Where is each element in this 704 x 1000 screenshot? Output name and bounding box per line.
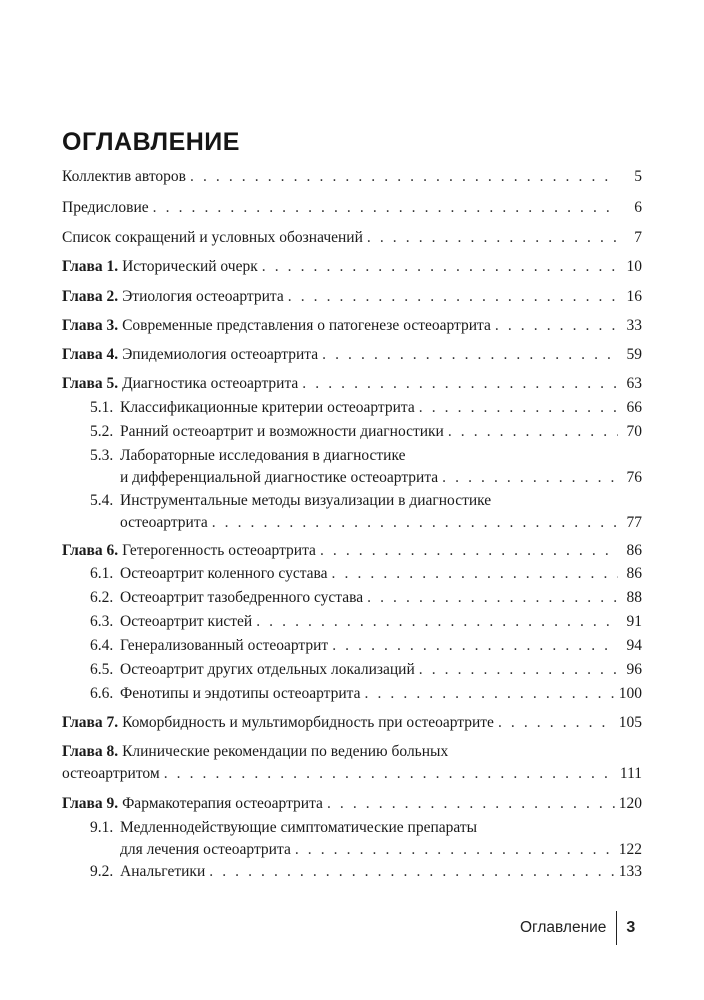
- toc-entry-label: Коллектив авторов: [62, 168, 186, 185]
- chapter-number: Глава 1.: [62, 258, 119, 275]
- toc-entry-label: для лечения остеоартрита: [120, 841, 291, 858]
- chapter-number: Глава 5.: [62, 375, 119, 392]
- leader-dots: [288, 286, 618, 308]
- leader-dots: [209, 861, 615, 883]
- toc-entry: [62, 227, 642, 249]
- toc-entry: [90, 659, 642, 681]
- leader-dots: [442, 467, 618, 489]
- toc-page-number: 7: [634, 229, 642, 246]
- section-number: 6.4.: [90, 637, 114, 654]
- toc-entry: [62, 197, 642, 219]
- section-number: 5.2.: [90, 423, 114, 440]
- toc-entry-label: Эпидемиология остеоартрита: [122, 346, 319, 363]
- toc-entry-label: Остеоартрит кистей: [120, 613, 253, 630]
- toc-page-number: 5: [634, 168, 642, 185]
- leader-dots: [153, 197, 618, 219]
- toc-entry-label: Остеоартрит других отдельных локализаций: [120, 661, 415, 678]
- toc-entry-label: Этиология остеоартрита: [122, 288, 284, 305]
- toc-page-number: 122: [618, 841, 642, 858]
- footer-divider: [616, 911, 617, 945]
- section-number: 6.1.: [90, 565, 114, 582]
- toc-page-number: 10: [626, 258, 642, 275]
- leader-dots: [164, 763, 616, 785]
- toc-page-number: 16: [626, 288, 642, 305]
- section-number: 6.6.: [90, 685, 114, 702]
- toc-entry-label: Фенотипы и эндотипы остеоартрита: [120, 685, 361, 702]
- toc-page-number: 88: [626, 589, 642, 606]
- footer-section-label: Оглавление: [520, 919, 607, 936]
- leader-dots: [256, 611, 618, 633]
- leader-dots: [295, 839, 615, 861]
- leader-dots: [419, 397, 618, 419]
- toc-entry: [90, 490, 642, 534]
- running-footer: [520, 911, 635, 945]
- toc-entry: [90, 861, 642, 883]
- chapter-number: Глава 2.: [62, 288, 119, 305]
- toc-page-number: 111: [619, 765, 642, 782]
- toc-page-number: 70: [626, 423, 642, 440]
- toc-entry: [90, 445, 642, 489]
- leader-dots: [495, 315, 618, 337]
- leader-dots: [419, 659, 618, 681]
- section-number: 5.3.: [90, 447, 114, 464]
- toc-entry-label-line1: Клинические рекомендации по ведению больных: [122, 743, 449, 760]
- toc-entry: [62, 793, 642, 815]
- leader-dots: [327, 793, 615, 815]
- toc-entry-label: Исторический очерк: [122, 258, 258, 275]
- leader-dots: [320, 540, 618, 562]
- toc-page-number: 94: [626, 637, 642, 654]
- toc-entry-label-line1: Инструментальные методы визуализации в диагностике: [120, 492, 492, 509]
- toc-entry-label: Ранний остеоартрит и возможности диагностики: [120, 423, 444, 440]
- toc-page-number: 33: [626, 317, 642, 334]
- toc-page-number: 77: [626, 514, 642, 531]
- toc-entry-label: Современные представления о патогенезе остеоартрита: [122, 317, 491, 334]
- chapter-number: Глава 4.: [62, 346, 119, 363]
- toc-entry-label: Генерализованный остеоартрит: [120, 637, 329, 654]
- toc-entry-label: Диагностика остеоартрита: [122, 375, 299, 392]
- toc-page-number: 100: [618, 685, 642, 702]
- section-number: 9.2.: [90, 863, 114, 880]
- toc-entry: [62, 540, 642, 562]
- chapter-number: Глава 6.: [62, 542, 119, 559]
- toc-page-number: 120: [618, 795, 642, 812]
- toc-entry: [62, 166, 642, 188]
- toc-page-number: 105: [618, 714, 642, 731]
- section-number: 5.4.: [90, 492, 114, 509]
- section-number: 6.2.: [90, 589, 114, 606]
- footer-page-number: 3: [626, 919, 636, 936]
- toc-entry: [90, 611, 642, 633]
- toc-page-number: 6: [634, 199, 642, 216]
- toc-page-number: 133: [618, 863, 642, 880]
- leader-dots: [262, 256, 618, 278]
- toc-page-number: 76: [626, 469, 642, 486]
- toc-entry-label: Предисловие: [62, 199, 149, 216]
- toc-entry-label: и дифференциальной диагностике остеоартрита: [120, 469, 439, 486]
- toc-page-number: 96: [626, 661, 642, 678]
- section-number: 5.1.: [90, 399, 114, 416]
- toc-entry: [62, 344, 642, 366]
- toc-entry-label: Классификационные критерии остеоартрита: [120, 399, 415, 416]
- toc-entry-label: Гетерогенность остеоартрита: [122, 542, 316, 559]
- toc-entry-label: Остеоартрит коленного сустава: [120, 565, 328, 582]
- toc-entry-label: Остеоартрит тазобедренного сустава: [120, 589, 364, 606]
- toc-page-number: 86: [626, 565, 642, 582]
- leader-dots: [332, 563, 618, 585]
- toc-entry: [90, 683, 642, 705]
- page-title: ОГЛАВЛЕНИЕ: [62, 128, 240, 156]
- toc-entry: [90, 635, 642, 657]
- toc-page-number: 63: [626, 375, 642, 392]
- toc-entry-label: остеоартрита: [120, 514, 208, 531]
- toc-entry-label: остеоартритом: [62, 765, 160, 782]
- chapter-number: Глава 3.: [62, 317, 119, 334]
- toc-entry-label: Фармакотерапия остеоартрита: [122, 795, 323, 812]
- toc-entry: [90, 817, 642, 861]
- toc-entry: [62, 256, 642, 278]
- chapter-number: Глава 7.: [62, 714, 119, 731]
- toc-entry-label-line1: Лабораторные исследования в диагностике: [120, 447, 406, 464]
- leader-dots: [448, 421, 618, 443]
- leader-dots: [365, 683, 615, 705]
- toc-entry: [90, 563, 642, 585]
- chapter-number: Глава 9.: [62, 795, 119, 812]
- section-number: 6.3.: [90, 613, 114, 630]
- leader-dots: [367, 227, 618, 249]
- toc-entry-label: Список сокращений и условных обозначений: [62, 229, 363, 246]
- toc-page-number: 91: [626, 613, 642, 630]
- toc-entry: [62, 712, 642, 734]
- toc-page-number: 66: [626, 399, 642, 416]
- toc-entry: [62, 286, 642, 308]
- toc-entry-label: Анальгетики: [120, 863, 206, 880]
- toc-entry-label-line1: Медленнодействующие симптоматические препараты: [120, 819, 478, 836]
- toc-entry: [90, 397, 642, 419]
- toc-entry: [90, 587, 642, 609]
- toc-entry: [62, 741, 642, 785]
- toc-entry: [62, 373, 642, 395]
- leader-dots: [332, 635, 618, 657]
- section-number: 6.5.: [90, 661, 114, 678]
- leader-dots: [322, 344, 618, 366]
- leader-dots: [367, 587, 618, 609]
- chapter-number: Глава 8.: [62, 743, 119, 760]
- toc-page-number: 59: [626, 346, 642, 363]
- leader-dots: [302, 373, 618, 395]
- toc-page-number: 86: [626, 542, 642, 559]
- toc-entry-label: Коморбидность и мультиморбидность при остеоартрите: [122, 714, 494, 731]
- toc-entry: [90, 421, 642, 443]
- leader-dots: [498, 712, 615, 734]
- toc-entry: [62, 315, 642, 337]
- leader-dots: [190, 166, 618, 188]
- section-number: 9.1.: [90, 819, 114, 836]
- leader-dots: [212, 512, 618, 534]
